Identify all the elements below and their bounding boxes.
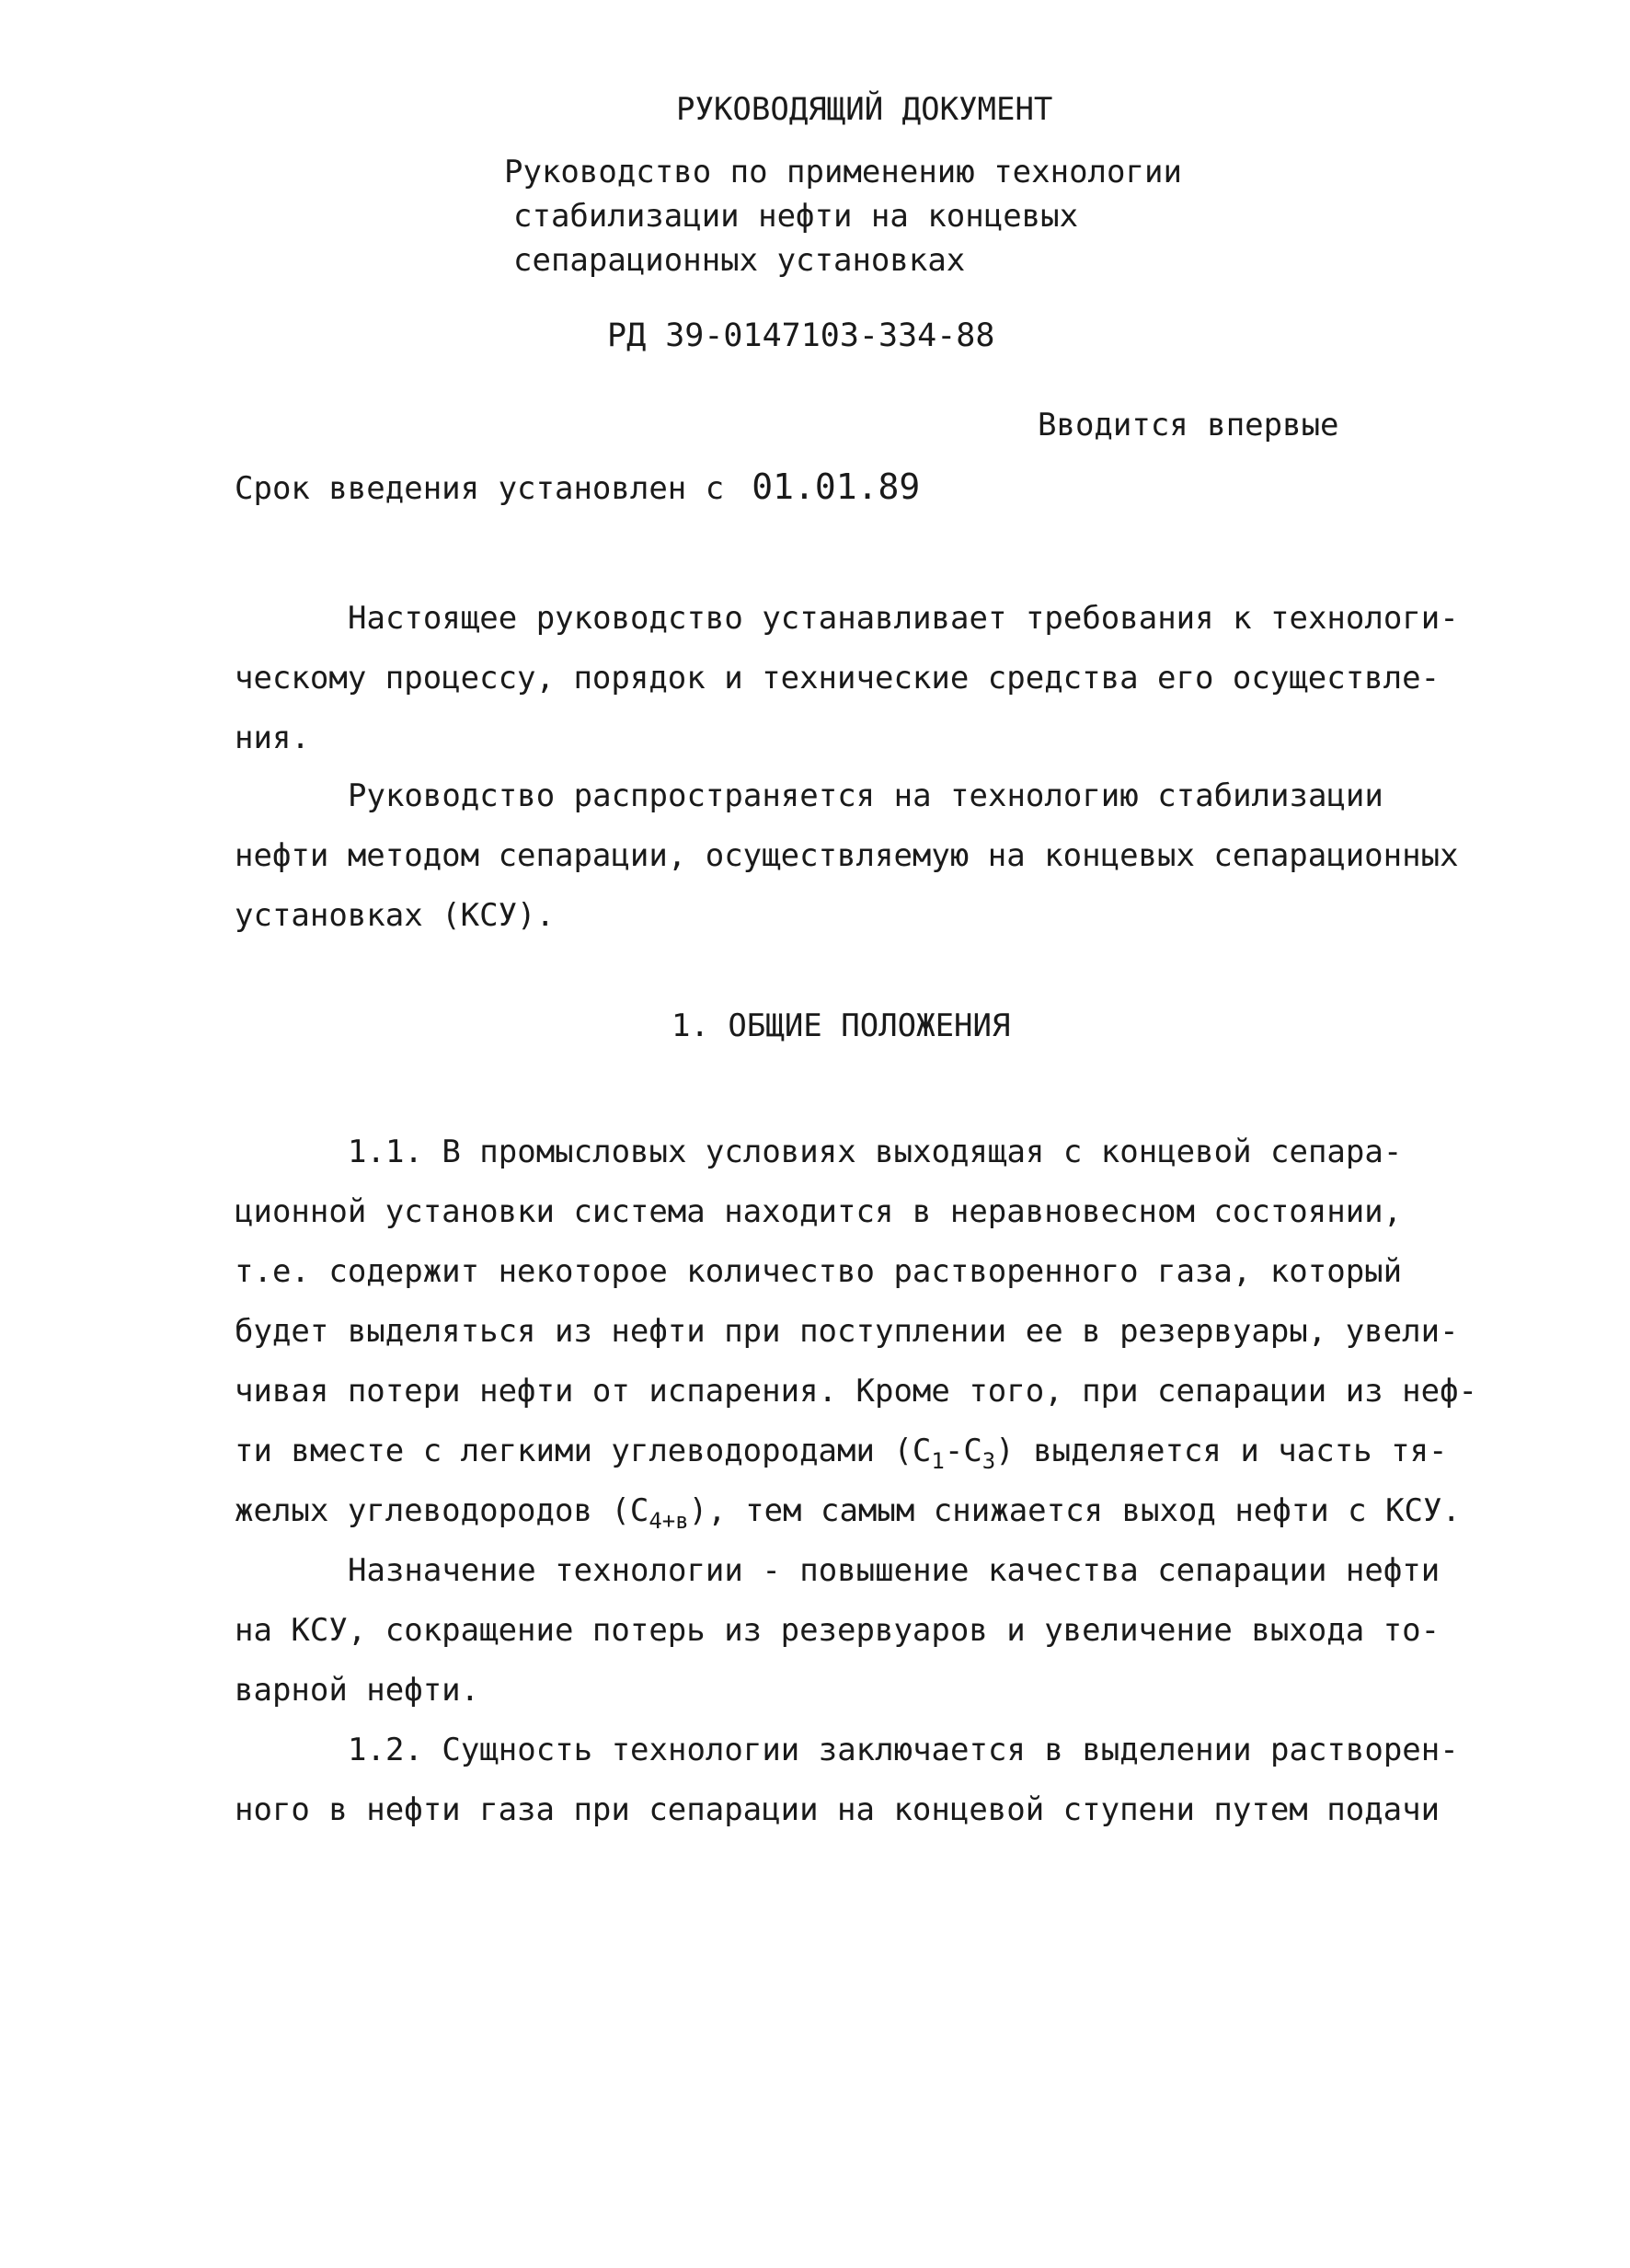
intro-paragraph-1-line-1: Настоящее руководство устанавливает требования к технологи- [348,600,1459,637]
clause-1-1-line-3: т.е. содержит некоторое количество растворенного газа, который [235,1253,1403,1290]
effective-date-label: Срок введения установлен с [235,470,725,507]
purpose-paragraph-line-1: Назначение технологии - повышение качества сепарации нефти [348,1552,1441,1589]
subscript-4plus: 4+в [649,1508,689,1534]
line-6-part-1: ти вместе с легкими углеводородами (C [235,1433,932,1469]
line-7-part-1: желых углеводородов (C [235,1492,649,1529]
intro-paragraph-1-line-3: ния. [235,720,310,756]
intro-paragraph-2-line-1: Руководство распространяется на технологию стабилизации [348,777,1383,814]
clause-1-2-line-2: ного в нефти газа при сепарации на концевой ступени путем подачи [235,1791,1441,1828]
clause-1-1-line-4: будет выделяться из нефти при поступлении ее в резервуары, увели- [235,1313,1459,1350]
document-title-line-1: Руководство по применению технологии [504,154,1182,190]
purpose-paragraph-line-3: варной нефти. [235,1672,480,1709]
line-6-part-3: ) выделяется и часть тя- [995,1433,1448,1469]
intro-paragraph-1-line-2: ческому процессу, порядок и технические средства его осуществле- [235,660,1441,697]
document-title-line-3: сепарационных установках [513,242,966,279]
introduction-note: Вводится впервые [1038,407,1339,443]
clause-1-2-line-1: 1.2. Сущность технологии заключается в выделении растворен- [348,1732,1459,1768]
document-title-line-2: стабилизации нефти на концевых [513,198,1079,235]
line-7-part-2: ), тем самым снижается выход нефти с КСУ. [688,1492,1461,1529]
effective-date-line [235,466,921,507]
subscript-3: 3 [981,1448,996,1474]
document-code: РД 39-0147103-334-88 [607,317,995,354]
effective-date: 01.01.89 [752,466,921,507]
intro-paragraph-2-line-2: нефти методом сепарации, осуществляемую на концевых сепарационных [235,837,1459,874]
clause-1-1-line-1: 1.1. В промысловых условиях выходящая с концевой сепара- [348,1134,1403,1170]
clause-1-1-line-6 [235,1435,1448,1472]
clause-1-1-line-7 [235,1492,1461,1534]
section-title: 1. ОБЩИЕ ПОЛОЖЕНИЯ [672,1007,1011,1044]
intro-paragraph-2-line-3: установках (КСУ). [235,897,555,934]
line-6-part-2: -C [944,1433,982,1469]
clause-1-1-line-5: чивая потери нефти от испарения. Кроме того, при сепарации из неф- [235,1373,1478,1410]
subscript-1: 1 [931,1448,945,1474]
clause-1-1-line-2: ционной установки система находится в неравновесном состоянии, [235,1193,1403,1230]
document-type: РУКОВОДЯЩИЙ ДОКУМЕНТ [676,91,1053,128]
purpose-paragraph-line-2: на КСУ, сокращение потерь из резервуаров и увеличение выхода то- [235,1612,1441,1649]
